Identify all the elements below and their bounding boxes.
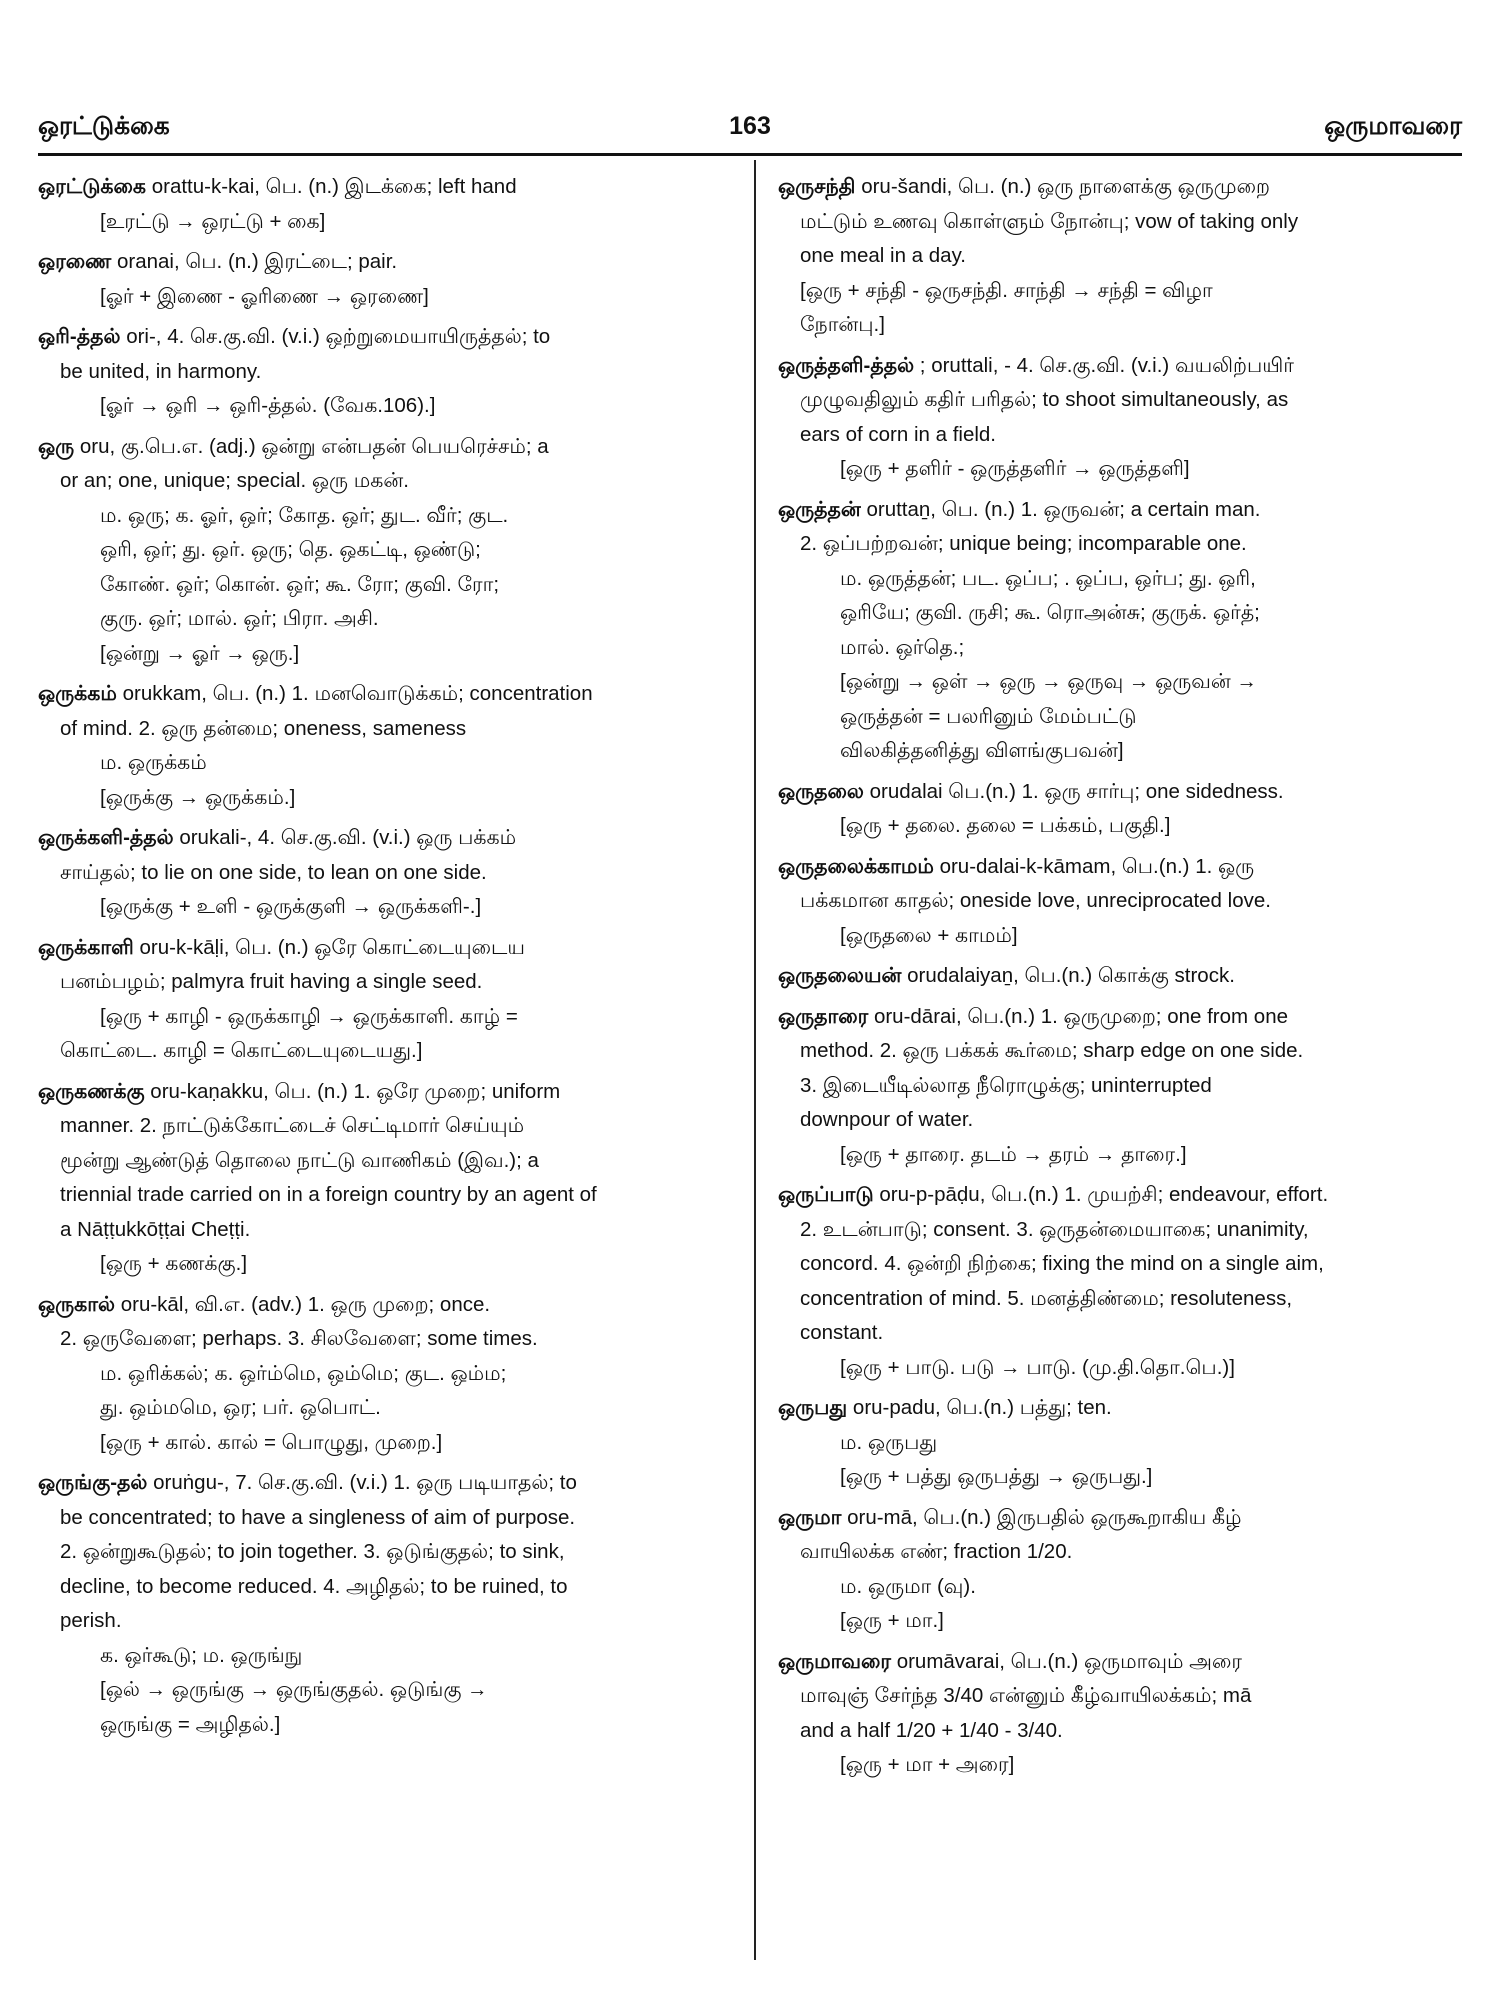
entry-text: ம. ஒரு; க. ஓர், ஒர்; கோத. ஒர்; துட. வீர்; குட. [100, 503, 509, 527]
entry-line [38, 1109, 750, 1144]
entry-text: one meal in a day. [800, 244, 967, 267]
entry-line [778, 1282, 1462, 1317]
entry-line [778, 1103, 1462, 1138]
entry-line [778, 1570, 1462, 1605]
entry-headword: ஒருமாவரை [778, 1649, 891, 1673]
entry-line [38, 464, 750, 499]
entry-text: மூன்று ஆண்டுத் தொலை நாட்டு வாணிகம் (இவ.); a [60, 1148, 539, 1172]
entry-line [778, 1178, 1462, 1213]
entry-line [38, 1708, 750, 1743]
entry-line [778, 665, 1462, 700]
entry-text: ம. ஒருமா (வு). [840, 1574, 976, 1598]
entry-text: [ஒரு + கால். கால் = பொழுது, முறை.] [100, 1430, 443, 1454]
entry-line [778, 884, 1462, 919]
entry-line [38, 205, 750, 240]
entry-text: வாயிலக்க எண்; fraction 1/20. [800, 1540, 1073, 1563]
entry-line [38, 931, 750, 966]
entry-line [778, 734, 1462, 769]
dictionary-entry [38, 1288, 750, 1461]
entry-line [38, 602, 750, 637]
entry-line [778, 239, 1462, 274]
entry-text: constant. [800, 1321, 884, 1344]
dictionary-entry [778, 493, 1462, 769]
entry-line [38, 1639, 750, 1674]
entry-text: [உரட்டு → ஒரட்டு + கை] [100, 209, 326, 233]
entry-line [778, 1748, 1462, 1783]
entry-text: [ஒரு + சந்தி - ஒருசந்தி. சாந்தி → சந்தி = விழா [800, 278, 1213, 302]
dictionary-entry [38, 677, 750, 815]
entry-text: [ஒரு + பாடு. படு → பாடு. (மு.தி.தொ.பெ.)] [840, 1355, 1235, 1379]
entry-text: ம. ஒருபது [840, 1430, 938, 1454]
entry-line [38, 430, 750, 465]
entry-text: [ஒரு + கணக்கு.] [100, 1252, 248, 1275]
dictionary-entry [778, 349, 1462, 487]
header-rule [38, 153, 1462, 156]
entry-line [778, 527, 1462, 562]
entry-line [38, 355, 750, 390]
dictionary-entry [778, 1000, 1462, 1173]
entry-line [778, 1247, 1462, 1282]
entry-text: decline, to become reduced. 4. அழிதல்; to be ruined, to [60, 1574, 568, 1598]
entry-headword: ஒருதாரை [778, 1004, 869, 1028]
entry-headword: ஒருமா [778, 1505, 842, 1529]
entry-line [778, 1604, 1462, 1639]
header-left-guideword: ஒரட்டுக்கை [38, 112, 170, 140]
entry-text: 2. ஒருவேளை; perhaps. 3. சிலவேளை; some times. [60, 1327, 538, 1350]
entry-text: orukali-, 4. செ.கு.வி. (v.i.) ஒரு பக்கம் [179, 826, 517, 849]
entry-line [38, 1535, 750, 1570]
entry-line [778, 1535, 1462, 1570]
entry-line [778, 1213, 1462, 1248]
entry-headword: ஒருகால் [38, 1292, 116, 1316]
entry-line [38, 1466, 750, 1501]
entry-text: oru-kāl, வி.எ. (adv.) 1. ஒரு முறை; once. [120, 1292, 491, 1316]
entry-text: orukkam, பெ. (n.) 1. மனவொடுக்கம்; concentration [122, 682, 593, 705]
entry-line [778, 1000, 1462, 1035]
entry-line [38, 389, 750, 424]
entry-text: ; oruttali, - 4. செ.கு.வி. (v.i.) வயலிற்பயிர் [919, 353, 1294, 377]
entry-line [38, 568, 750, 603]
entry-text: oruttaṉ, பெ. (n.) 1. ஒருவன்; a certain man. [866, 497, 1261, 521]
entry-line [778, 383, 1462, 418]
entry-text: concord. 4. ஒன்றி நிற்கை; fixing the mind on a single aim, [800, 1252, 1324, 1275]
entry-line [38, 1144, 750, 1179]
entry-text: downpour of water. [800, 1108, 974, 1131]
entry-text: குரு. ஒர்; மால். ஒர்; பிரா. அசி. [100, 607, 379, 630]
entry-line [778, 170, 1462, 205]
dictionary-entry [38, 821, 750, 925]
entry-line [778, 1679, 1462, 1714]
entry-text: [ஒரு + மா.] [840, 1609, 944, 1632]
entry-line [778, 596, 1462, 631]
entry-text: a Nāṭṭukkōṭṭai Cheṭṭi. [60, 1217, 251, 1241]
entry-text: oru-dalai-k-kāmam, பெ.(n.) 1. ஒரு [939, 854, 1255, 878]
entry-line [778, 1034, 1462, 1069]
entry-text: oru-k-kāḷi, பெ. (n.) ஒரே கொட்டையுடைய [139, 935, 525, 959]
entry-line [38, 821, 750, 856]
entry-line [778, 452, 1462, 487]
entry-line [38, 170, 750, 205]
entry-headword: ஒருபது [778, 1396, 848, 1419]
entry-text: [ஓர் → ஒரி → ஒரி-த்தல். (வேக.106).] [100, 394, 436, 417]
entry-line [38, 1213, 750, 1248]
entry-text: manner. 2. நாட்டுக்கோட்டைச் செட்டிமார் செய்யும் [60, 1114, 525, 1137]
entry-text: of mind. 2. ஒரு தன்மை; oneness, sameness [60, 716, 467, 740]
entry-line [778, 1645, 1462, 1680]
entry-headword: ஒரணை [38, 250, 112, 273]
entry-text: ஒரியே; குவி. ருசி; கூ. ரொஅன்சு; குருக். ஒர்த்; [840, 601, 1260, 624]
entry-line [38, 856, 750, 891]
column-divider [754, 160, 756, 1960]
dictionary-entry [778, 850, 1462, 954]
entry-text: orudalai பெ.(n.) 1. ஒரு சார்பு; one sidedness. [869, 779, 1284, 803]
entry-text: ஒருங்கு = அழிதல்.] [100, 1712, 281, 1736]
entry-text: [ஒரு + தாரை. தடம் → தரம் → தாரை.] [840, 1142, 1187, 1166]
entry-line [38, 1426, 750, 1461]
entry-line [38, 1034, 750, 1069]
entry-line [38, 1604, 750, 1639]
entry-line [38, 781, 750, 816]
entry-text: and a half 1/20 + 1/40 - 3/40. [800, 1718, 1063, 1742]
entry-text: ears of corn in a field. [800, 422, 996, 446]
entry-text: [ஒரு + மா + அரை] [840, 1753, 1015, 1776]
dictionary-entry [778, 1178, 1462, 1385]
entry-line [778, 959, 1462, 994]
entry-text: or an; one, unique; special. ஒரு மகன். [60, 469, 409, 492]
entry-line [778, 493, 1462, 528]
entry-line [38, 280, 750, 315]
entry-line [778, 809, 1462, 844]
entry-text: triennial trade carried on in a foreign country by an agent of [60, 1183, 597, 1206]
entry-line [778, 1351, 1462, 1386]
entry-line [38, 499, 750, 534]
entry-line [778, 919, 1462, 954]
dictionary-entry [38, 931, 750, 1069]
header-right-guideword: ஒருமாவரை [1324, 112, 1462, 140]
entry-text: oru-p-pāḍu, பெ.(n.) 1. முயற்சி; endeavour, effort. [879, 1183, 1329, 1206]
entry-line [38, 1000, 750, 1035]
entry-text: 2. உடன்பாடு; consent. 3. ஒருதன்மையாகை; unanimity, [800, 1217, 1309, 1241]
entry-text: 3. இடையீடில்லாத நீரொழுக்கு; uninterrupted [800, 1073, 1212, 1097]
entry-line [778, 274, 1462, 309]
entry-text: ம. ஒருத்தன்; பட. ஒப்ப; . ஒப்ப, ஒர்ப; து. ஒரி, [840, 566, 1256, 590]
entry-line [778, 1460, 1462, 1495]
entry-text: [ஓர் + இணை - ஓரிணை → ஒரணை] [100, 284, 429, 308]
entry-text: oru, கு.பெ.எ. (adj.) ஒன்று என்பதன் பெயரெச்சம்; a [79, 434, 549, 458]
entry-line [778, 1391, 1462, 1426]
entry-text: [ஒருக்கு + உளி - ஒருக்குளி → ஒருக்களி-.] [100, 895, 482, 918]
entry-text: be concentrated; to have a singleness of aim of purpose. [60, 1505, 576, 1529]
entry-line [38, 965, 750, 1000]
entry-line [38, 1501, 750, 1536]
left-column [38, 170, 750, 1960]
entry-line [778, 631, 1462, 666]
dictionary-entry [38, 170, 750, 239]
entry-line [778, 1316, 1462, 1351]
entry-line [778, 349, 1462, 384]
entry-text: பனம்பழம்; palmyra fruit having a single seed. [60, 970, 483, 993]
entry-text: [ஒரு + காழி - ஒருக்காழி → ஒருக்காளி. காழ் = [100, 1004, 518, 1028]
entry-line [778, 1138, 1462, 1173]
entry-text: 2. ஒன்றுகூடுதல்; to join together. 3. ஒடுங்குதல்; to sink, [60, 1540, 565, 1563]
dictionary-entry [778, 959, 1462, 994]
entry-line [38, 637, 750, 672]
page-number: 163 [729, 112, 771, 140]
dictionary-entry [778, 775, 1462, 844]
entry-line [778, 1501, 1462, 1536]
entry-headword: ஒருத்தன் [778, 497, 861, 521]
entry-text: ஒரி, ஒர்; து. ஒர். ஒரு; தெ. ஒகட்டி, ஒண்டு; [100, 538, 481, 561]
entry-text: [ஒரு + பத்து ஒருபத்து → ஒருபது.] [840, 1465, 1153, 1488]
entry-line [38, 320, 750, 355]
entry-headword: ஒரு [38, 434, 75, 458]
entry-text: oru-padu, பெ.(n.) பத்து; ten. [852, 1396, 1112, 1419]
dictionary-entry [38, 320, 750, 424]
entry-line [38, 1288, 750, 1323]
entry-text: ஒருத்தன் = பலரினும் மேம்பட்டு [840, 704, 1137, 728]
entry-headword: ஒருங்கு-தல் [38, 1471, 148, 1494]
entry-text: சாய்தல்; to lie on one side, to lean on one side. [60, 860, 487, 884]
entry-text: து. ஒம்மமெ, ஒர; பர். ஒபொட். [100, 1396, 381, 1419]
entry-line [38, 1322, 750, 1357]
entry-line [38, 746, 750, 781]
entry-line [778, 850, 1462, 885]
entry-line [38, 1570, 750, 1605]
entry-text: oru-kaṇakku, பெ. (n.) 1. ஒரே முறை; uniform [150, 1079, 561, 1103]
entry-line [38, 1673, 750, 1708]
entry-headword: ஒருக்காளி [38, 935, 134, 959]
entry-text: கோண். ஒர்; கொன். ஒர்; கூ. ரோ; குவி. ரோ; [100, 572, 500, 596]
entry-line [38, 1391, 750, 1426]
dictionary-entry [38, 430, 750, 672]
entry-line [38, 677, 750, 712]
entry-headword: ஒரி-த்தல் [38, 325, 121, 348]
entry-line [38, 1075, 750, 1110]
entry-text: orumāvarai, பெ.(n.) ஒருமாவும் அரை [896, 1649, 1242, 1673]
entry-text: கொட்டை. காழி = கொட்டையுடையது.] [60, 1039, 423, 1062]
entry-text: oranai, பெ. (n.) இரட்டை; pair. [116, 250, 398, 273]
entry-text: oruṅgu-, 7. செ.கு.வி. (v.i.) 1. ஒரு படியாதல்; to [153, 1471, 577, 1494]
entry-text: மால். ஒர்தெ.; [840, 635, 965, 659]
dictionary-entry [38, 1075, 750, 1282]
entry-text: [ஒரு + தலை. தலை = பக்கம், பகுதி.] [840, 814, 1171, 837]
right-column [778, 170, 1462, 1960]
entry-text: [ஒல் → ஒருங்கு → ஒருங்குதல். ஒடுங்கு → [100, 1678, 488, 1701]
entry-line [778, 1069, 1462, 1104]
entry-text: method. 2. ஒரு பக்கக் கூர்மை; sharp edge on one side. [800, 1039, 1304, 1062]
entry-line [778, 205, 1462, 240]
entry-text: ம. ஒருக்கம் [100, 751, 207, 774]
entry-line [38, 245, 750, 280]
entry-line [778, 775, 1462, 810]
entry-text: oru-dārai, பெ.(n.) 1. ஒருமுறை; one from one [873, 1004, 1288, 1028]
entry-text: மாவுஞ் சேர்ந்த 3/40 என்னும் கீழ்வாயிலக்கம்; mā [800, 1684, 1252, 1707]
entry-text: orattu-k-kai, பெ. (n.) இடக்கை; left hand [151, 175, 517, 198]
entry-headword: ஒருசந்தி [778, 175, 856, 198]
entry-text: மட்டும் உணவு கொள்ளும் நோன்பு; vow of taking only [800, 209, 1299, 233]
entry-text: concentration of mind. 5. மனத்திண்மை; resoluteness, [800, 1286, 1293, 1310]
entry-text: oru-mā, பெ.(n.) இருபதில் ஒருகூறாகிய கீழ் [847, 1505, 1242, 1529]
entry-text: [ஒன்று → ஒள் → ஒரு → ஒருவு → ஒருவன் → [840, 670, 1257, 693]
entry-line [38, 1247, 750, 1282]
entry-headword: ஒருத்தளி-த்தல் [778, 353, 915, 377]
entry-headword: ஒருதலை [778, 779, 864, 803]
entry-text: [ஒருதலை + காமம்] [840, 923, 1018, 947]
entry-text: பக்கமான காதல்; oneside love, unreciprocated love. [800, 889, 1271, 912]
entry-headword: ஒருக்கம் [38, 682, 117, 705]
entry-text: நோன்பு.] [800, 313, 885, 336]
entry-text: ம. ஒரிக்கல்; க. ஒர்ம்மெ, ஒம்மெ; குட. ஒம்ம; [100, 1361, 507, 1385]
entry-text: [ஒரு + தளிர் - ஒருத்தளிர் → ஒருத்தளி] [840, 457, 1190, 480]
entry-line [38, 1178, 750, 1213]
entry-line [38, 1357, 750, 1392]
entry-headword: ஒருதலையன் [778, 964, 902, 987]
dictionary-entry [778, 1501, 1462, 1639]
entry-text: க. ஒர்கூடு; ம. ஒருங்நு [100, 1643, 303, 1667]
entry-text: விலகித்தனித்து விளங்குபவன்] [840, 739, 1124, 762]
entry-line [778, 308, 1462, 343]
entry-line [38, 712, 750, 747]
entry-headword: ஒருப்பாடு [778, 1183, 874, 1206]
dictionary-entry [778, 1391, 1462, 1495]
entry-headword: ஒரட்டுக்கை [38, 175, 147, 198]
entry-text: [ஒன்று → ஓர் → ஒரு.] [100, 641, 300, 665]
dictionary-entry [778, 170, 1462, 343]
entry-text: ori-, 4. செ.கு.வி. (v.i.) ஒற்றுமையாயிருத்தல்; to [126, 325, 551, 348]
entry-line [38, 533, 750, 568]
entry-headword: ஒருகணக்கு [38, 1079, 145, 1103]
entry-line [38, 890, 750, 925]
entry-text: [ஒருக்கு → ஒருக்கம்.] [100, 785, 296, 809]
entry-line [778, 700, 1462, 735]
entry-text: முழுவதிலும் கதிர் பரிதல்; to shoot simultaneously, as [800, 388, 1289, 411]
entry-text: be united, in harmony. [60, 359, 262, 383]
entry-headword: ஒருக்களி-த்தல் [38, 826, 174, 849]
dictionary-entry [38, 1466, 750, 1742]
entry-text: 2. ஒப்பற்றவன்; unique being; incomparable one. [800, 532, 1247, 555]
entry-text: perish. [60, 1609, 122, 1632]
entry-line [778, 418, 1462, 453]
entry-headword: ஒருதலைக்காமம் [778, 854, 934, 878]
entry-line [778, 1714, 1462, 1749]
page-header [38, 112, 1462, 152]
dictionary-entry [778, 1645, 1462, 1783]
entry-line [778, 1426, 1462, 1461]
entry-text: oru-šandi, பெ. (n.) ஒரு நாளைக்கு ஒருமுறை [861, 175, 1270, 198]
entry-text: orudalaiyaṉ, பெ.(n.) கொக்கு strock. [907, 964, 1235, 987]
dictionary-entry [38, 245, 750, 314]
entry-line [778, 562, 1462, 597]
